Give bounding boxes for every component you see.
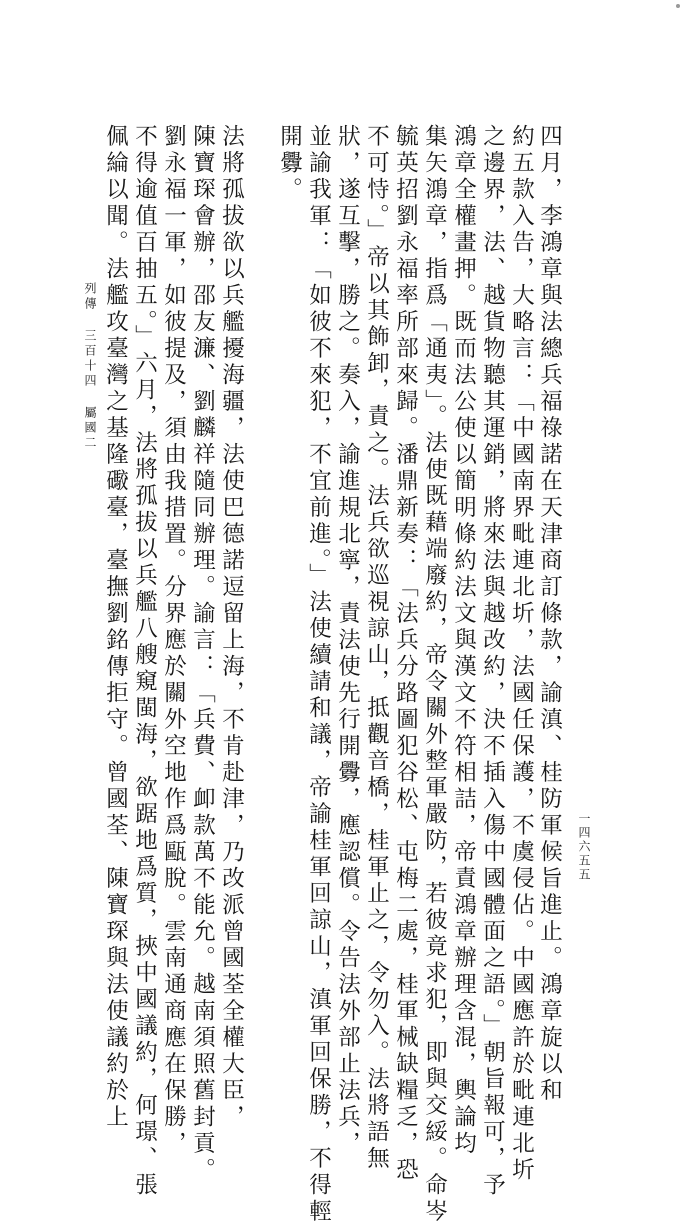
text-column: 佩綸以聞。法艦攻臺灣之基隆礮臺，臺撫劉銘傳拒守。曾國荃、陳寶琛與法使議約於上 [102, 124, 129, 1131]
scan-mark [676, 4, 680, 8]
text-column: 狀，遂互擊，勝之。奏入，諭進規北寧，責法使先行開釁，應認償。令告法外部止法兵， [334, 124, 361, 1158]
text-column: 並諭我軍：「如彼不來犯，不宜前進。」法使續請和議，帝諭桂軍回諒山，滇軍回保勝，不得輕 [305, 124, 332, 1226]
text-column: 開釁。 [276, 124, 303, 204]
text-column: 約五款入告，大略言：「中國南界毗連北圻，法國任保護，不虞侵佔。中國應許於毗連北圻 [508, 124, 535, 1184]
page-number: 一四六五五 [577, 812, 591, 882]
text-column: 不可恃。」帝以其飾卸，責之。法兵欲巡視諒山，抵觀音橋，桂軍止之，令勿入。法將語無 [363, 124, 390, 1173]
text-column: 劉永福一軍，如彼提及，須由我措置。分界應於關外空地作爲甌脫。雲南通商應在保勝， [160, 124, 187, 1158]
text-column: 不得逾值百抽五。」六月，法將孤拔以兵艦八艘窺閩海，欲踞地爲質，挾中國議約，何璟、張 [131, 124, 158, 1200]
text-column: 法將孤拔欲以兵艦擾海疆，法使巴德諾逗留上海，不肯赴津，乃改派曾國荃全權大臣， [218, 124, 245, 1131]
text-column: 四月，李鴻章與法總兵福祿諾在天津商訂條款，諭滇、桂防軍候旨進止。鴻章旋以和 [536, 124, 563, 1105]
running-header: 列傳 三百十四 屬國二 [83, 282, 97, 451]
text-column: 陳寶琛會辦，邵友濂、劉麟祥隨同辦理。諭言：「兵費、卹款萬不能允。越南須照舊封貢。 [189, 124, 216, 1184]
text-column: 鴻章全權畫押。既而法公使以簡明條約法文與漢文不符相詰，帝責鴻章辦理含混，輿論均 [450, 124, 477, 1158]
text-column: 集矢鴻章，指爲「通夷」。法使既藉端廢約，帝令關外整軍嚴防，若彼竟求犯，即與交綏。命岑 [421, 124, 448, 1226]
text-column: 之邊界，法、越貨物聽其運銷，將來法與越改約，決不插入傷中國體面之語。」朝旨報可，予 [479, 124, 506, 1200]
text-column: 毓英招劉永福率所部來歸。潘鼎新奏：「法兵分路圖犯谷松、屯梅二處，桂軍械缺糧乏，恐 [392, 124, 419, 1184]
